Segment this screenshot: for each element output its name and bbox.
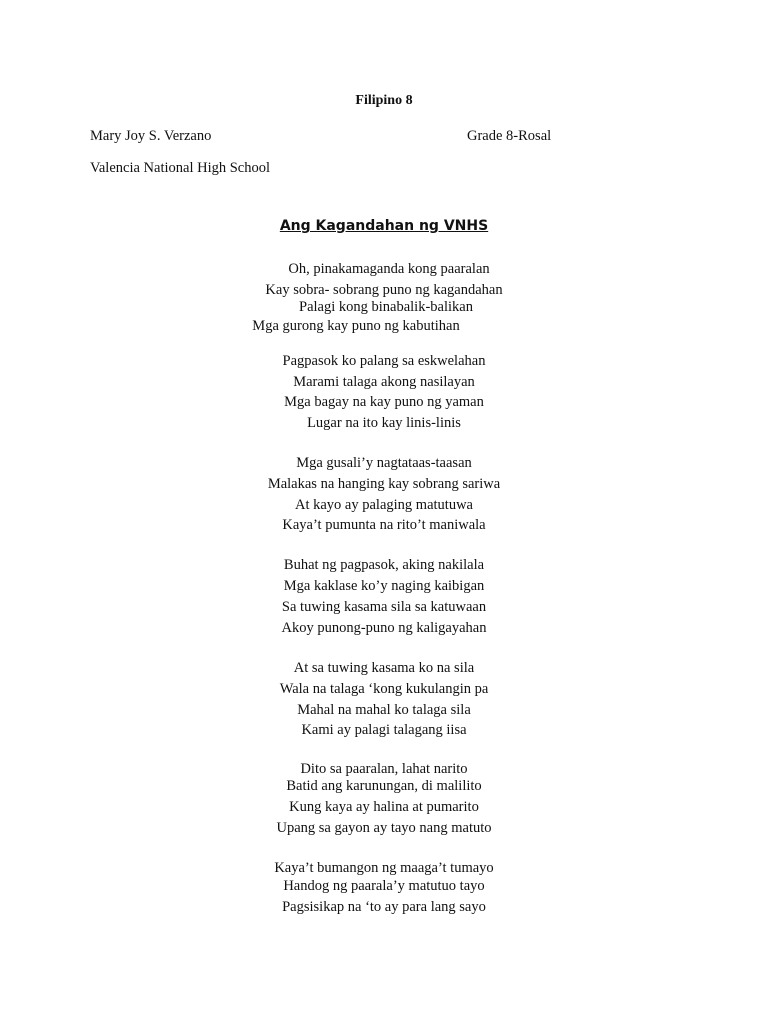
poem-line: Akoy punong-puno ng kaligayahan <box>281 620 487 636</box>
poem-line: Batid ang karunungan, di malilito <box>286 778 482 794</box>
poem-line: Palagi kong binabalik-balikan <box>299 299 473 315</box>
poem-title: Ang Kagandahan ng VNHS <box>279 218 489 234</box>
poem-line: Mga gurong kay puno ng kabutihan <box>252 318 460 334</box>
subject-heading: Filipino 8 <box>355 93 413 108</box>
poem-line: Kay sobra- sobrang puno ng kagandahan <box>265 282 503 298</box>
student-name: Mary Joy S. Verzano <box>90 128 212 144</box>
poem-line: Sa tuwing kasama sila sa katuwaan <box>281 599 487 615</box>
grade-section: Grade 8-Rosal <box>467 128 552 144</box>
poem-line: Mga kaklase ko’y naging kaibigan <box>283 578 485 594</box>
poem-line: Mga bagay na kay puno ng yaman <box>284 394 484 410</box>
poem-line: Pagsisikap na ‘to ay para lang sayo <box>282 899 486 915</box>
poem-line: Wala na talaga ‘kong kukulangin pa <box>279 681 489 697</box>
poem-line: Dito sa paaralan, lahat narito <box>300 761 468 777</box>
poem-line: Handog ng paarala’y matutuo tayo <box>283 878 485 894</box>
poem-line: Kung kaya ay halina at pumarito <box>289 799 479 815</box>
poem-line: At sa tuwing kasama ko na sila <box>293 660 475 676</box>
poem-line: At kayo ay palaging matutuwa <box>295 497 473 513</box>
poem-line: Kaya’t bumangon ng maaga’t tumayo <box>274 860 494 876</box>
poem-line: Lugar na ito kay linis-linis <box>307 415 461 431</box>
poem-line: Upang sa gayon ay tayo nang matuto <box>276 820 492 836</box>
poem-line: Mga gusali’y nagtataas-taasan <box>296 455 472 471</box>
poem-line: Kami ay palagi talagang iisa <box>301 722 467 738</box>
poem-line: Marami talaga akong nasilayan <box>293 374 475 390</box>
poem-line: Malakas na hanging kay sobrang sariwa <box>267 476 501 492</box>
poem-line: Buhat ng pagpasok, aking nakilala <box>283 557 485 573</box>
poem-line: Kaya’t pumunta na rito’t maniwala <box>282 517 486 533</box>
poem-line: Pagpasok ko palang sa eskwelahan <box>282 353 486 369</box>
poem-line: Mahal na mahal ko talaga sila <box>297 702 471 718</box>
poem-line: Oh, pinakamaganda kong paaralan <box>288 261 490 277</box>
school-name: Valencia National High School <box>90 160 270 176</box>
